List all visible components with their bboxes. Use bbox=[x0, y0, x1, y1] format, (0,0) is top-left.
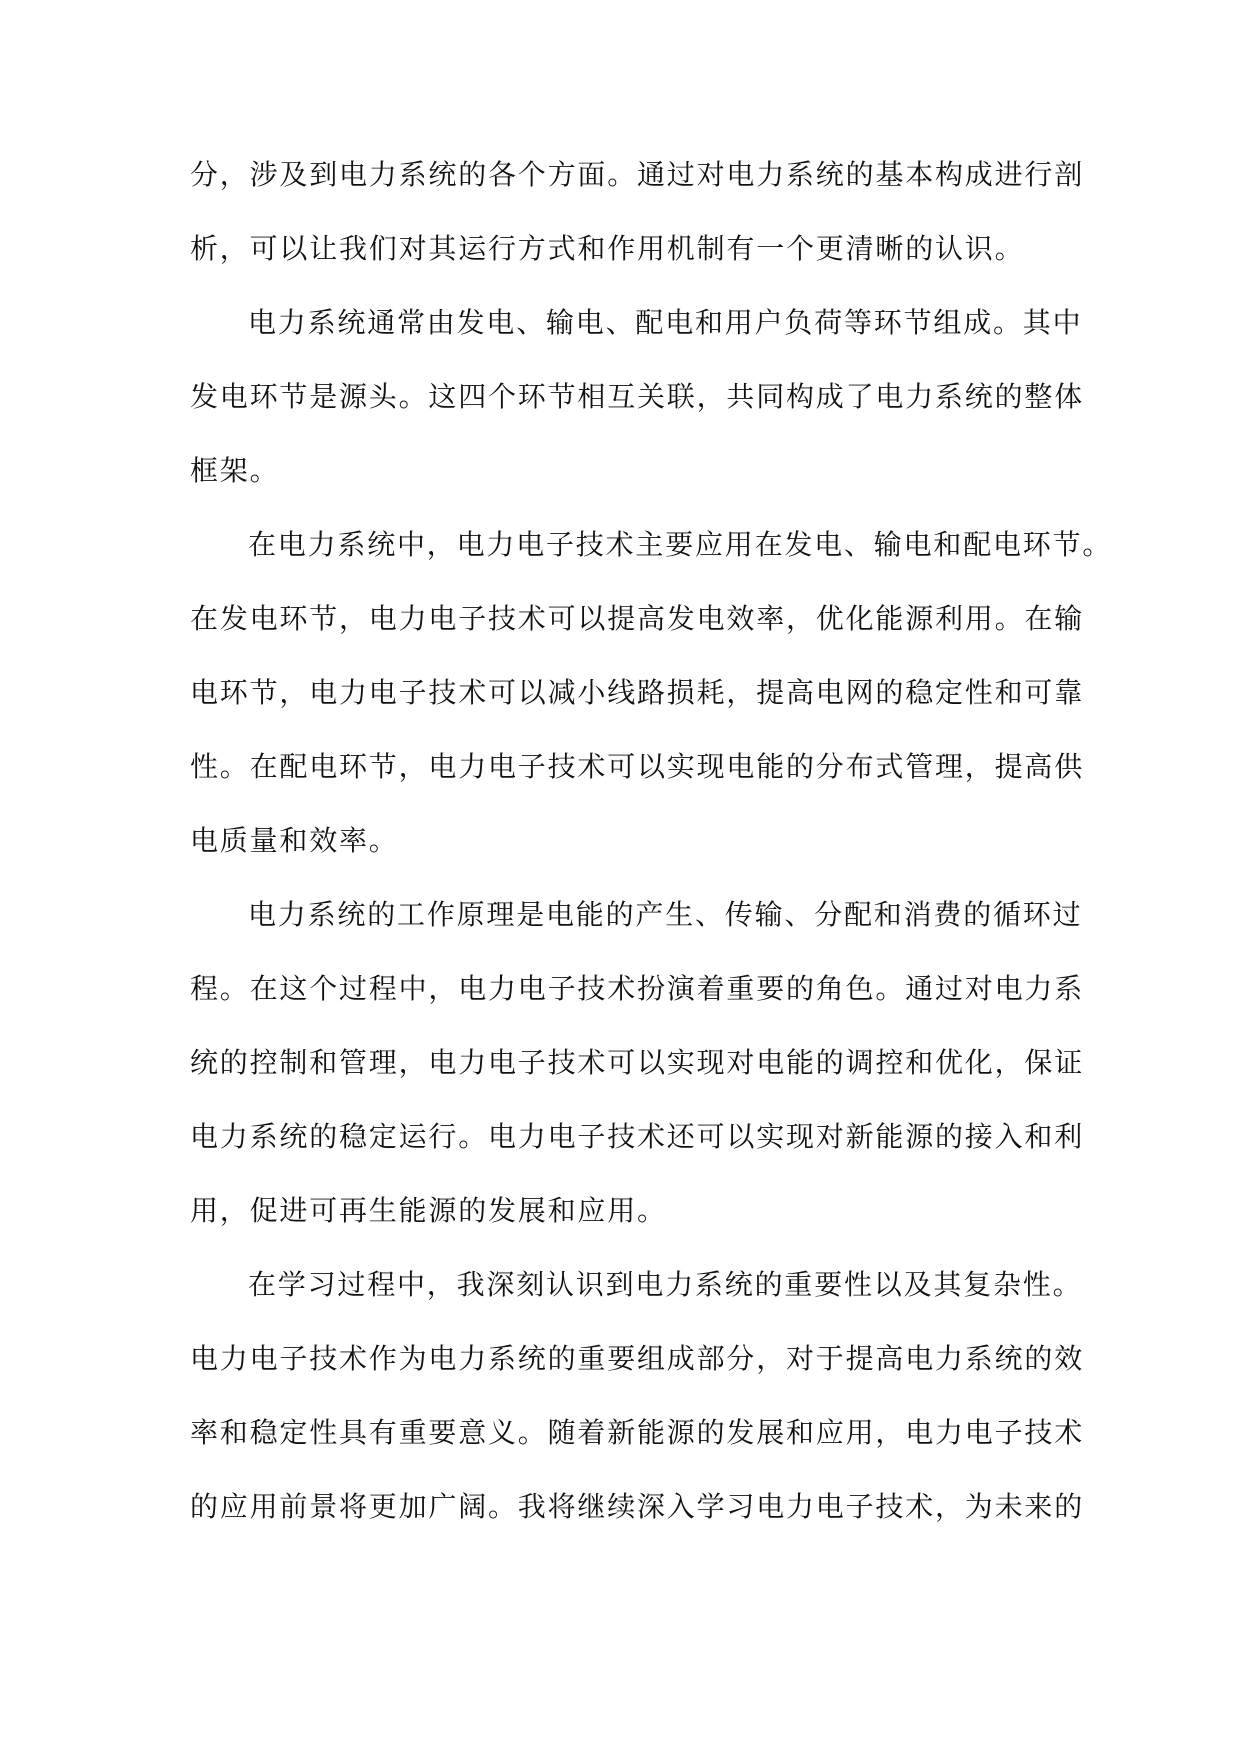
text-line: 率和稳定性具有重要意义。随着新能源的发展和应用，电力电子技术 bbox=[190, 1416, 1085, 1449]
text-line: 电力电子技术作为电力系统的重要组成部分，对于提高电力系统的效 bbox=[190, 1342, 1085, 1375]
paragraph-first-line: 在学习过程中，我深刻认识到电力系统的重要性以及其复杂性。 bbox=[248, 1268, 1083, 1301]
text-line: 电环节，电力电子技术可以减小线路损耗，提高电网的稳定性和可靠 bbox=[190, 676, 1085, 709]
text-line: 的应用前景将更加广阔。我将继续深入学习电力电子技术，为未来的 bbox=[190, 1490, 1085, 1523]
text-line: 电质量和效率。 bbox=[190, 824, 399, 857]
body-text bbox=[190, 138, 1113, 1544]
text-line: 用，促进可再生能源的发展和应用。 bbox=[190, 1194, 667, 1227]
text-line: 性。在配电环节，电力电子技术可以实现电能的分布式管理，提高供 bbox=[190, 750, 1085, 783]
text-line: 程。在这个过程中，电力电子技术扮演着重要的角色。通过对电力系 bbox=[190, 972, 1085, 1005]
paragraph-first-line: 在电力系统中，电力电子技术主要应用在发电、输电和配电环节。 bbox=[248, 528, 1113, 561]
text-line: 分，涉及到电力系统的各个方面。通过对电力系统的基本构成进行剖 bbox=[190, 158, 1085, 191]
paragraph-first-line: 电力系统通常由发电、输电、配电和用户负荷等环节组成。其中 bbox=[248, 306, 1083, 339]
text-line: 析，可以让我们对其运行方式和作用机制有一个更清晰的认识。 bbox=[190, 232, 1025, 265]
text-line: 发电环节是源头。这四个环节相互关联，共同构成了电力系统的整体 bbox=[190, 380, 1085, 413]
paragraph-first-line: 电力系统的工作原理是电能的产生、传输、分配和消费的循环过 bbox=[248, 898, 1083, 931]
text-line: 框架。 bbox=[190, 454, 280, 487]
text-line: 统的控制和管理，电力电子技术可以实现对电能的调控和优化，保证 bbox=[190, 1046, 1085, 1079]
text-line: 在发电环节，电力电子技术可以提高发电效率，优化能源利用。在输 bbox=[190, 602, 1085, 635]
text-line: 电力系统的稳定运行。电力电子技术还可以实现对新能源的接入和利 bbox=[190, 1120, 1085, 1153]
